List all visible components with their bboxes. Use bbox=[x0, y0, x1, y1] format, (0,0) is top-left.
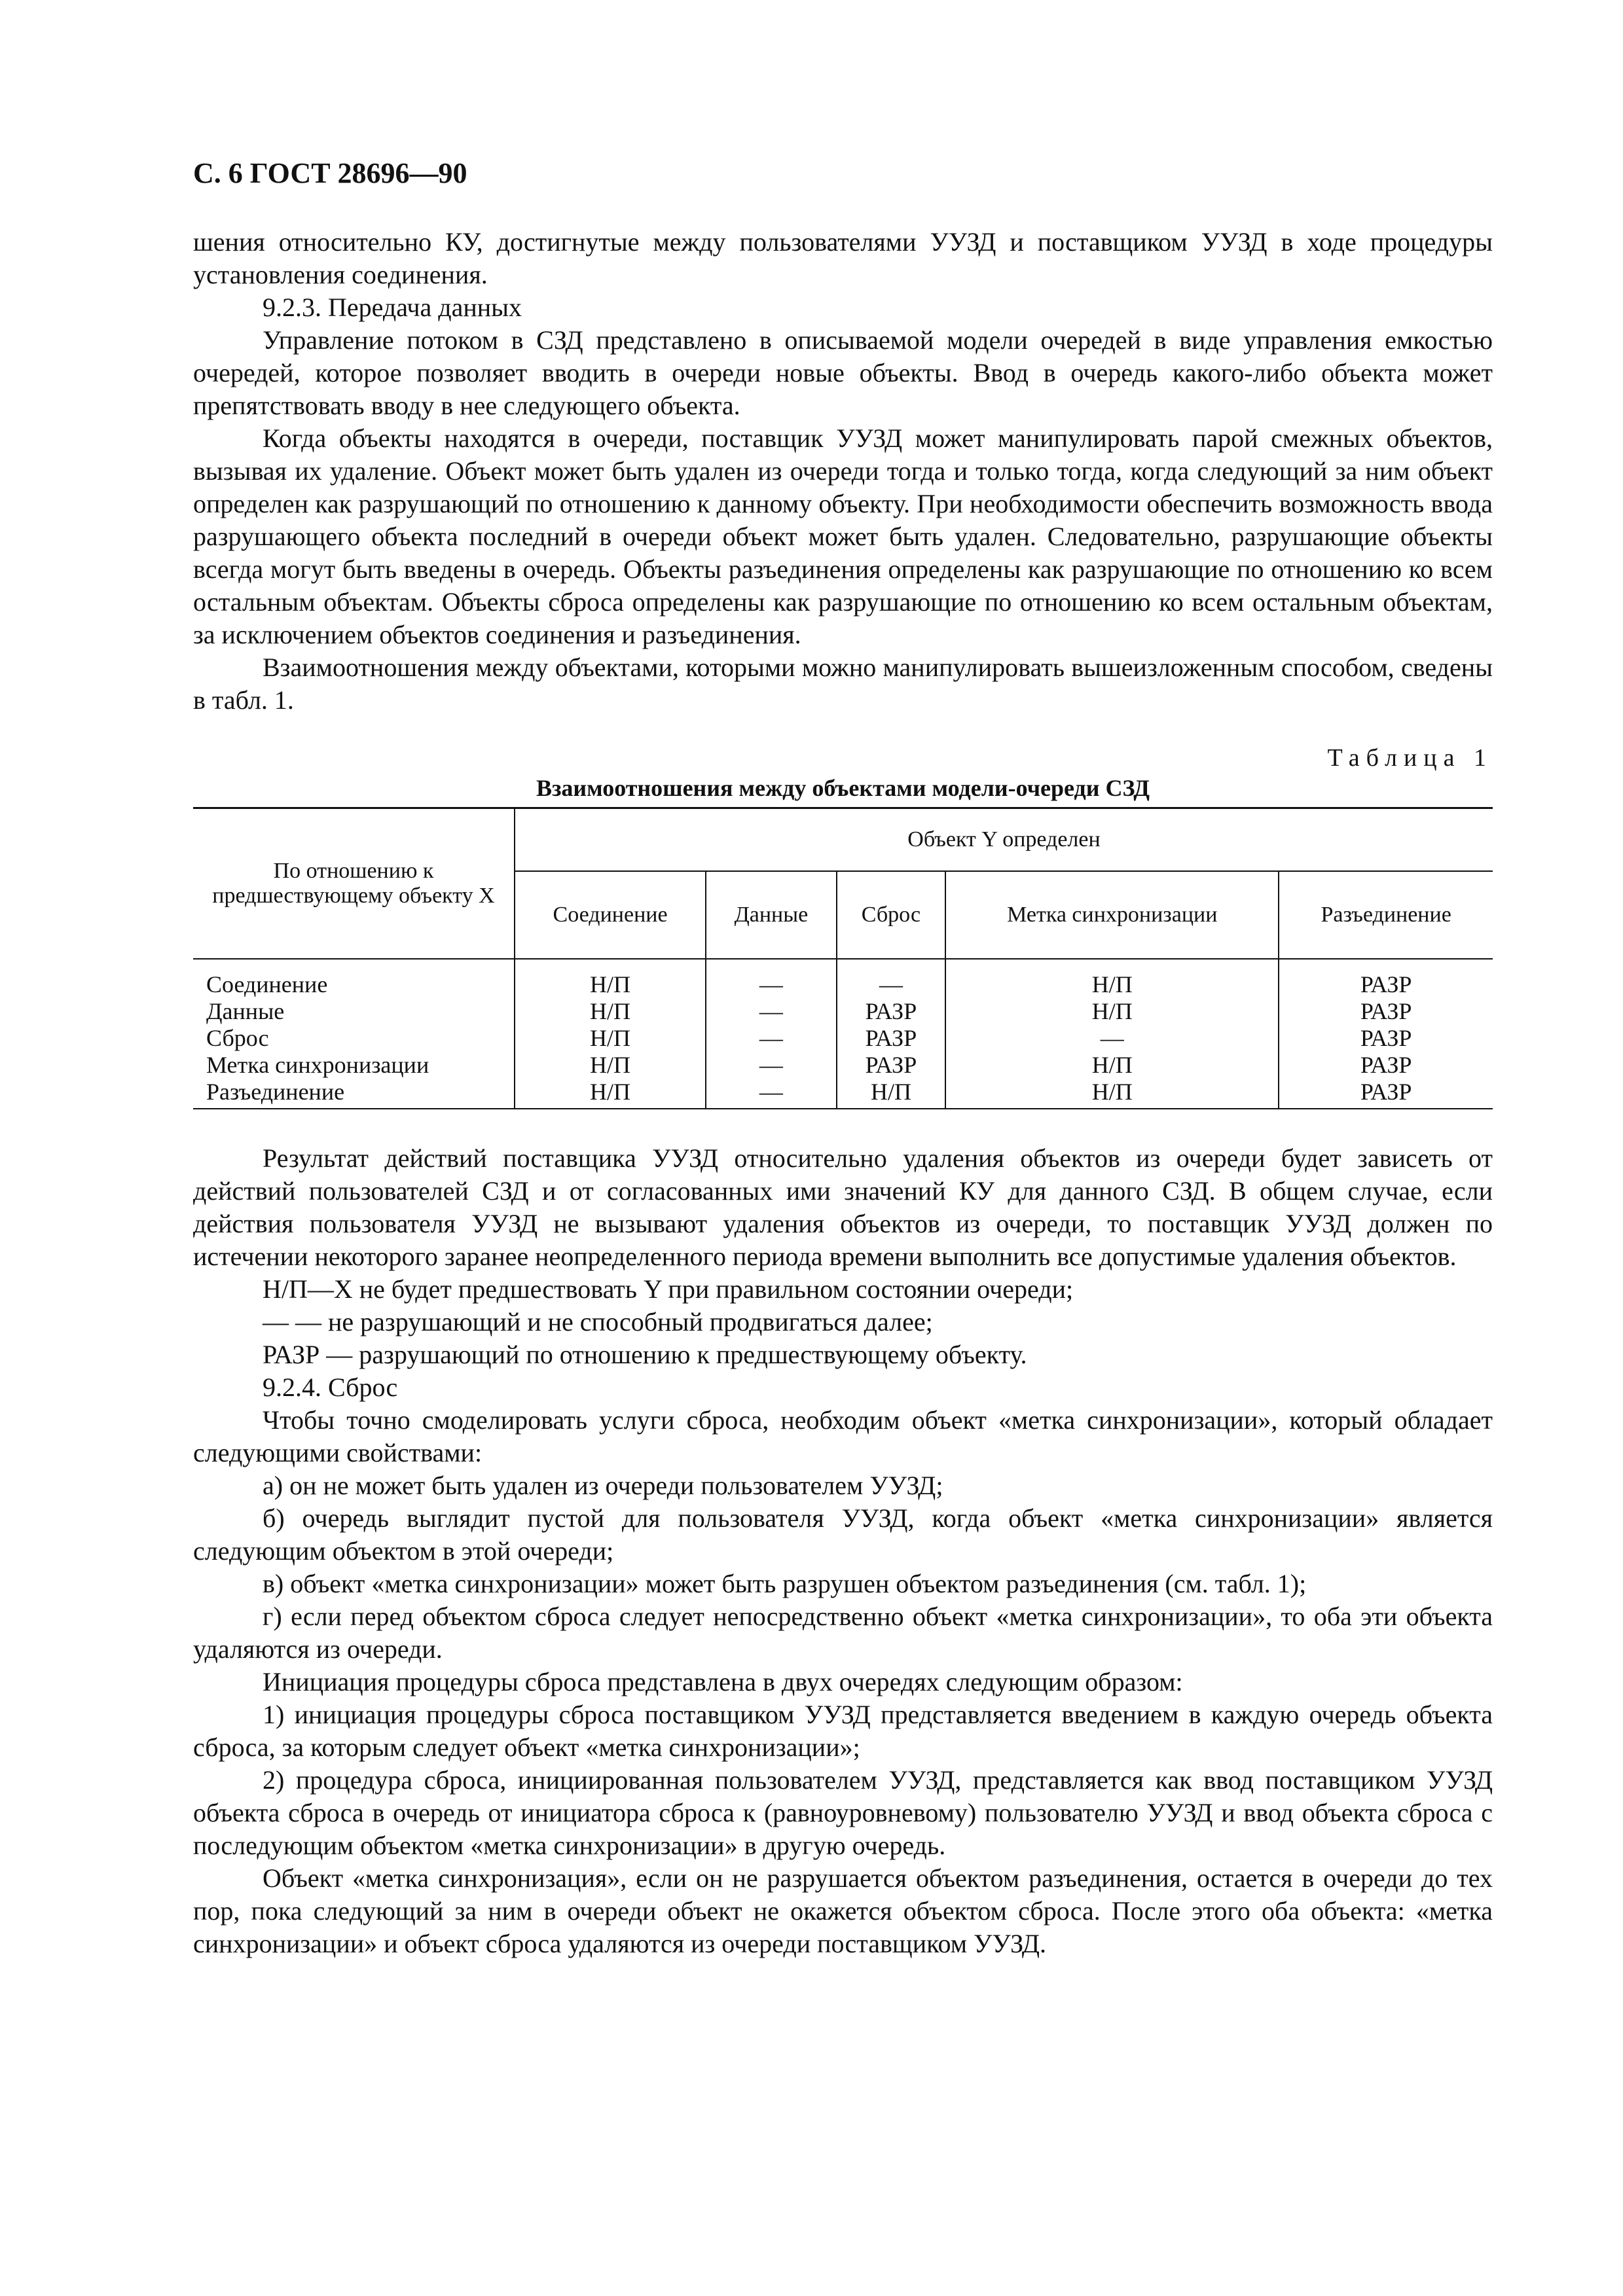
table-cell: Н/П bbox=[945, 1052, 1279, 1079]
table-cell: Н/П bbox=[837, 1079, 946, 1109]
table-cell: Н/П bbox=[945, 1079, 1279, 1109]
table-column-header: Данные bbox=[706, 871, 837, 959]
table-cell: РАЗР bbox=[1360, 1079, 1412, 1105]
table-cell: Н/П bbox=[515, 1025, 706, 1052]
table-cell: РАЗР bbox=[1360, 971, 1412, 997]
page-header: С. 6 ГОСТ 28696—90 bbox=[193, 157, 467, 189]
table-cell: РАЗР bbox=[1360, 1052, 1412, 1078]
table-cell: РАЗР bbox=[1360, 1025, 1412, 1051]
table-row bbox=[193, 959, 1493, 998]
table-row-label: Разъединение bbox=[193, 1079, 515, 1109]
paragraph: 2) процедура сброса, инициированная пользователем УУЗД, представляется как ввод поставщиком УУЗД объекта сброса в очередь от инициатора сброса к (равноуровневому) пользователю УУЗД и ввод объекта сброса с последующим объектом «метка синхронизации» в другую очередь. bbox=[193, 1765, 1493, 1860]
table-group-header: Объект Y определен bbox=[515, 808, 1493, 872]
table-cell: Н/П bbox=[515, 1079, 706, 1109]
paragraph: в) объект «метка синхронизации» может быть разрушен объектом разъединения (см. табл. 1); bbox=[263, 1569, 1307, 1598]
paragraph: Взаимоотношения между объектами, которыми можно манипулировать вышеизложенным способом, сведены в табл. 1. bbox=[193, 653, 1493, 715]
table-cell: — bbox=[706, 1052, 837, 1079]
table-cell: Н/П bbox=[515, 1052, 706, 1079]
table-row-label: Данные bbox=[193, 998, 515, 1025]
table-number: Таблица 1 bbox=[1327, 744, 1493, 772]
paragraph: г) если перед объектом сброса следует непосредственно объект «метка синхронизации», то оба эти объекта удаляются из очереди. bbox=[193, 1602, 1493, 1664]
paragraph: Управление потоком в СЗД представлено в описываемой модели очередей в виде управления емкостью очередей, которое позволяет вводить в очереди новые объекты. Ввод в очередь какого-либо объекта может препятствовать вводу в нее следующего объекта. bbox=[193, 325, 1493, 420]
table-column-header: Метка синхронизации bbox=[945, 871, 1279, 959]
paragraph: 1) инициация процедуры сброса поставщиком УУЗД представляется введением в каждую очередь объекта сброса, за которым следует объект «метка синхронизации»; bbox=[193, 1700, 1493, 1762]
paragraph: 9.2.3. Передача данных bbox=[263, 293, 522, 322]
paragraph: 9.2.4. Сброс bbox=[263, 1372, 398, 1402]
table-row-label: Метка синхронизации bbox=[193, 1052, 515, 1079]
table-cell: Н/П bbox=[515, 959, 706, 998]
paragraph: — — не разрушающий и не способный продвигаться далее; bbox=[263, 1307, 933, 1336]
paragraph: Результат действий поставщика УУЗД относительно удаления объектов из очереди будет зависеть от действий пользователей СЗД и от согласованных ими значений КУ для данного СЗД. В общем случае, если действия пользователя УУЗД не вызывают удаления объектов из очереди, то поставщик УУЗД должен по истечении некоторого заранее неопределенного периода времени выполнить все допустимые удаления объектов. bbox=[193, 1143, 1493, 1271]
paragraph: Н/П—Х не будет предшествовать Y при правильном состоянии очереди; bbox=[263, 1274, 1074, 1304]
table-cell: — bbox=[706, 1025, 837, 1052]
paragraph: б) очередь выглядит пустой для пользователя УУЗД, когда объект «метка синхронизации» является следующим объектом в этой очереди; bbox=[193, 1503, 1493, 1566]
table-row bbox=[193, 1052, 1493, 1079]
relations-table bbox=[193, 807, 1493, 1109]
table-column-header: Сброс bbox=[837, 871, 946, 959]
body-text bbox=[193, 1142, 1493, 1960]
table-cell: — bbox=[706, 1079, 837, 1109]
table-row bbox=[193, 1025, 1493, 1052]
table-row bbox=[193, 998, 1493, 1025]
table-cell: — bbox=[706, 959, 837, 998]
paragraph: Чтобы точно смоделировать услуги сброса, необходим объект «метка синхронизации», который обладает следующими свойствами: bbox=[193, 1405, 1493, 1467]
table-cell: — bbox=[706, 998, 837, 1025]
table-cell: Н/П bbox=[515, 998, 706, 1025]
paragraph: Инициация процедуры сброса представлена в двух очередях следующим образом: bbox=[263, 1667, 1183, 1696]
paragraph: РАЗР — разрушающий по отношению к предшествующему объекту. bbox=[263, 1340, 1027, 1369]
table-stub-header: По отношению к предшествующему объекту X bbox=[193, 808, 515, 960]
table-cell: РАЗР bbox=[837, 998, 946, 1025]
table-row-label: Соединение bbox=[193, 959, 515, 998]
table-cell: РАЗР bbox=[837, 1025, 946, 1052]
table-cell: — bbox=[837, 959, 946, 998]
paragraph: Объект «метка синхронизация», если он не разрушается объектом разъединения, остается в очереди до тех пор, пока следующий за ним в очереди объект не окажется объектом сброса. После этого оба объекта: «метка синхронизации» и объект сброса удаляются из очереди поставщиком УУЗД. bbox=[193, 1863, 1493, 1958]
table-cell: — bbox=[945, 1025, 1279, 1052]
table-title: Взаимоотношения между объектами модели-очереди СЗД bbox=[536, 775, 1150, 801]
table-cell: РАЗР bbox=[837, 1052, 946, 1079]
table-column-header: Разъединение bbox=[1279, 871, 1493, 959]
table-row bbox=[193, 1079, 1493, 1109]
document-page bbox=[193, 154, 1493, 1960]
table-cell: Н/П bbox=[945, 998, 1279, 1025]
paragraph: шения относительно КУ, достигнутые между пользователями УУЗД и поставщиком УУЗД в ходе процедуры установления соединения. bbox=[193, 227, 1493, 289]
table-cell: РАЗР bbox=[1360, 998, 1412, 1024]
table-column-header: Соединение bbox=[515, 871, 706, 959]
table-row-label: Сброс bbox=[193, 1025, 515, 1052]
intro-text bbox=[193, 226, 1493, 717]
paragraph: а) он не может быть удален из очереди пользователем УУЗД; bbox=[263, 1471, 943, 1500]
paragraph: Когда объекты находятся в очереди, поставщик УУЗД может манипулировать парой смежных объектов, вызывая их удаление. Объект может быть удален из очереди тогда и только тогда, когда следующий за ним объект определен как разрушающий по отношению к данному объекту. При необходимости обеспечить возможность ввода разрушающего объекта последний в очереди объект может быть удален. Следовательно, разрушающие объекты всегда могут быть введены в очередь. Объекты разъединения определены как разрушающие по отношению ко всем остальным объектам. Объекты сброса определены как разрушающие по отношению ко всем остальным объектам, за исключением объектов соединения и разъединения. bbox=[193, 423, 1493, 649]
table-cell: Н/П bbox=[945, 959, 1279, 998]
